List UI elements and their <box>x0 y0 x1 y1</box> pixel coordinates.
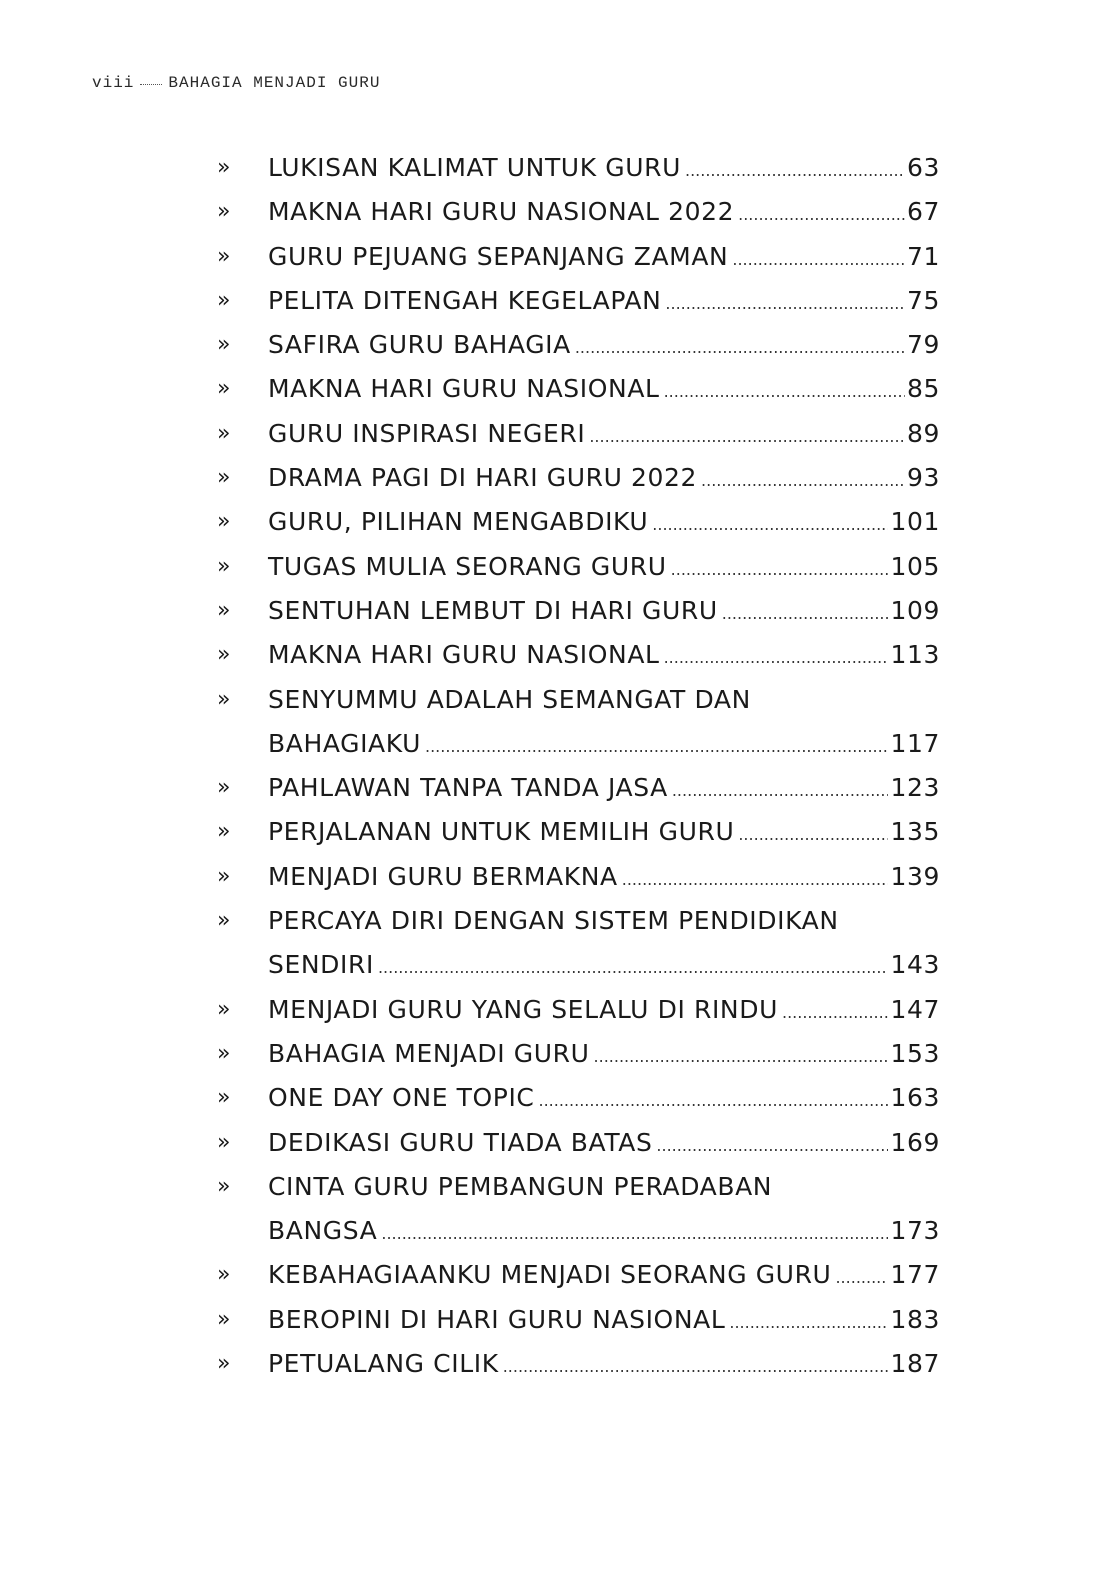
toc-line <box>0 1032 1103 1076</box>
toc-page-number: 153 <box>890 1038 940 1068</box>
toc-line-body <box>268 1121 940 1168</box>
toc-page-number: 105 <box>890 551 940 581</box>
toc-line-body <box>268 1032 940 1079</box>
toc-entry-title: ONE DAY ONE TOPIC <box>268 1083 535 1113</box>
toc-line-body <box>268 855 940 902</box>
toc-page-number: 79 <box>906 330 940 360</box>
toc-line <box>0 1121 1103 1165</box>
toc-entry <box>0 1121 1103 1165</box>
toc-line <box>0 367 1103 411</box>
toc-line-body <box>268 146 940 193</box>
dot-leader <box>381 1212 888 1256</box>
dot-leader <box>672 769 889 813</box>
toc-entry-title: SENYUMMU ADALAH SEMANGAT DAN <box>268 684 751 714</box>
bullet-icon: » <box>217 1351 232 1377</box>
toc-entry-title: GURU PEJUANG SEPANJANG ZAMAN <box>268 241 729 271</box>
toc-entry <box>0 235 1103 279</box>
toc-entry-title: BAHAGIA MENJADI GURU <box>268 1038 590 1068</box>
dot-leader <box>664 370 905 414</box>
toc-entry-title: SAFIRA GURU BAHAGIA <box>268 330 571 360</box>
toc-entry-title: MAKNA HARI GURU NASIONAL 2022 <box>268 197 735 227</box>
toc-page-number: 113 <box>890 640 940 670</box>
toc-line-body <box>268 766 940 813</box>
toc-entry-title: PETUALANG CILIK <box>268 1349 499 1379</box>
toc-entry <box>0 1032 1103 1076</box>
toc-page-number: 169 <box>890 1127 940 1157</box>
dot-leader <box>701 459 905 503</box>
toc-line <box>0 190 1103 234</box>
running-book-title: BAHAGIA MENJADI GURU <box>168 74 381 92</box>
toc-line <box>0 633 1103 677</box>
toc-line-body <box>268 190 940 237</box>
toc-entry <box>0 988 1103 1032</box>
bullet-icon: » <box>217 155 232 180</box>
toc-page-number: 183 <box>890 1304 940 1334</box>
toc-entry <box>0 190 1103 234</box>
bullet-icon: » <box>217 287 232 313</box>
toc-entry <box>0 766 1103 810</box>
toc-entry-title: MENJADI GURU BERMAKNA <box>268 861 618 891</box>
table-of-contents <box>0 146 1103 1386</box>
toc-entry <box>0 146 1103 190</box>
toc-entry-title-continued: BAHAGIAKU <box>268 728 421 758</box>
toc-entry <box>0 678 1103 767</box>
bullet-icon: » <box>217 553 232 579</box>
toc-line-continuation <box>0 722 1103 766</box>
toc-entry <box>0 1342 1103 1386</box>
toc-line <box>0 1076 1103 1120</box>
toc-entry <box>0 1165 1103 1254</box>
bullet-icon: » <box>217 1129 232 1155</box>
toc-entry <box>0 1253 1103 1297</box>
toc-line <box>0 766 1103 810</box>
toc-line-body <box>268 279 940 326</box>
toc-line <box>0 235 1103 279</box>
dot-leader <box>738 813 888 857</box>
toc-line-continuation <box>0 943 1103 987</box>
toc-line-body <box>268 678 940 722</box>
bullet-icon: » <box>217 1173 232 1199</box>
toc-line-body <box>268 943 940 990</box>
toc-page-number: 117 <box>890 728 940 758</box>
toc-line <box>0 545 1103 589</box>
toc-entry-title: DRAMA PAGI DI HARI GURU 2022 <box>268 463 698 493</box>
toc-entry-title: GURU INSPIRASI NEGERI <box>268 418 586 448</box>
toc-page-number: 163 <box>890 1083 940 1113</box>
toc-line-body <box>268 633 940 680</box>
toc-entry-title: MAKNA HARI GURU NASIONAL <box>268 640 660 670</box>
dot-leader <box>685 149 905 193</box>
toc-entry <box>0 367 1103 411</box>
toc-line-body <box>268 500 940 547</box>
toc-entry-title: LUKISAN KALIMAT UNTUK GURU <box>268 153 681 182</box>
bullet-icon: » <box>217 996 232 1022</box>
toc-line <box>0 1165 1103 1209</box>
dot-leader <box>503 1345 889 1389</box>
toc-line-body <box>268 367 940 414</box>
toc-line <box>0 500 1103 544</box>
bullet-icon: » <box>217 597 232 623</box>
toc-line <box>0 678 1103 722</box>
toc-line-body <box>268 1342 940 1389</box>
toc-entry <box>0 855 1103 899</box>
toc-entry-title: PELITA DITENGAH KEGELAPAN <box>268 285 662 315</box>
toc-page-number: 93 <box>906 463 940 493</box>
dot-leader <box>539 1079 889 1123</box>
toc-page-number: 89 <box>906 418 940 448</box>
bullet-icon: » <box>217 199 232 225</box>
toc-line-body <box>268 1076 940 1123</box>
toc-line-body <box>268 1209 940 1256</box>
toc-line <box>0 899 1103 943</box>
toc-page-number: 75 <box>906 285 940 315</box>
bullet-icon: » <box>217 775 232 801</box>
dot-leader <box>738 193 905 237</box>
bullet-icon: » <box>217 465 232 491</box>
dot-leader <box>425 725 888 769</box>
toc-entry-title: BEROPINI DI HARI GURU NASIONAL <box>268 1304 726 1334</box>
toc-line-body <box>268 323 940 370</box>
bullet-icon: » <box>217 332 232 358</box>
bullet-icon: » <box>217 1040 232 1066</box>
toc-entry <box>0 589 1103 633</box>
bullet-icon: » <box>217 908 232 934</box>
dot-leader <box>656 1124 888 1168</box>
toc-entry <box>0 899 1103 988</box>
toc-line-body <box>268 235 940 282</box>
toc-line <box>0 456 1103 500</box>
toc-page-number: 173 <box>890 1216 940 1246</box>
toc-entry-title: PERCAYA DIRI DENGAN SISTEM PENDIDIKAN <box>268 906 839 936</box>
dot-leader <box>622 858 889 902</box>
toc-page-number: 139 <box>890 861 940 891</box>
toc-line-continuation <box>0 1209 1103 1253</box>
bullet-icon: » <box>217 686 232 712</box>
bullet-icon: » <box>217 509 232 535</box>
dot-leader <box>732 238 905 282</box>
toc-page-number: 101 <box>890 507 940 537</box>
toc-line-body <box>268 722 940 769</box>
toc-entry-title: PAHLAWAN TANPA TANDA JASA <box>268 773 668 803</box>
toc-entry-title: CINTA GURU PEMBANGUN PERADABAN <box>268 1171 773 1201</box>
toc-entry-title: PERJALANAN UNTUK MEMILIH GURU <box>268 817 735 847</box>
toc-line-body <box>268 988 940 1035</box>
toc-entry-title-continued: BANGSA <box>268 1216 378 1246</box>
toc-line <box>0 412 1103 456</box>
toc-entry <box>0 1076 1103 1120</box>
dot-leader <box>665 282 905 326</box>
dot-leader <box>835 1256 888 1300</box>
dot-leader <box>722 592 889 636</box>
bullet-icon: » <box>217 243 232 269</box>
toc-entry <box>0 1298 1103 1342</box>
toc-entry <box>0 323 1103 367</box>
bullet-icon: » <box>217 1306 232 1332</box>
dot-leader <box>378 946 889 990</box>
toc-page-number: 177 <box>890 1260 940 1290</box>
toc-line-body <box>268 456 940 503</box>
bullet-icon: » <box>217 420 232 446</box>
toc-line <box>0 279 1103 323</box>
toc-page-number: 123 <box>890 773 940 803</box>
toc-page-number: 135 <box>890 817 940 847</box>
toc-page-number: 63 <box>906 153 940 182</box>
dot-leader <box>664 636 889 680</box>
bullet-icon: » <box>217 1085 232 1111</box>
toc-line <box>0 1253 1103 1297</box>
toc-line <box>0 1342 1103 1386</box>
dot-leader <box>594 1035 889 1079</box>
toc-line-body <box>268 412 940 459</box>
dot-leader <box>671 548 889 592</box>
dot-leader <box>782 991 888 1035</box>
toc-entry-title: TUGAS MULIA SEORANG GURU <box>268 551 667 581</box>
bullet-icon: » <box>217 376 232 402</box>
toc-entry <box>0 545 1103 589</box>
toc-line-body <box>268 1298 940 1345</box>
toc-line-body <box>268 899 940 943</box>
toc-entry <box>0 500 1103 544</box>
toc-line-body <box>268 1253 940 1300</box>
header-dotted-rule <box>140 84 162 85</box>
toc-entry <box>0 633 1103 677</box>
toc-entry-title-continued: SENDIRI <box>268 950 374 980</box>
toc-line-body <box>268 1165 940 1209</box>
toc-line-body <box>268 810 940 857</box>
toc-line-body <box>268 589 940 636</box>
toc-page-number: 109 <box>890 595 940 625</box>
dot-leader <box>729 1301 888 1345</box>
dot-leader <box>589 415 905 459</box>
toc-page-number: 143 <box>890 950 940 980</box>
running-header <box>92 74 380 92</box>
toc-page-number: 85 <box>906 374 940 404</box>
toc-entry-title: SENTUHAN LEMBUT DI HARI GURU <box>268 595 718 625</box>
toc-line <box>0 146 1103 190</box>
toc-line <box>0 323 1103 367</box>
toc-line <box>0 1298 1103 1342</box>
toc-entry <box>0 456 1103 500</box>
toc-line <box>0 988 1103 1032</box>
bullet-icon: » <box>217 819 232 845</box>
toc-entry-title: MAKNA HARI GURU NASIONAL <box>268 374 660 404</box>
bullet-icon: » <box>217 1262 232 1288</box>
bullet-icon: » <box>217 642 232 668</box>
toc-entry-title: KEBAHAGIAANKU MENJADI SEORANG GURU <box>268 1260 832 1290</box>
toc-page-number: 67 <box>906 197 940 227</box>
toc-page-number: 187 <box>890 1349 940 1379</box>
dot-leader <box>652 503 888 547</box>
toc-line <box>0 589 1103 633</box>
toc-page-number: 147 <box>890 994 940 1024</box>
toc-page-number: 71 <box>906 241 940 271</box>
folio-number: viii <box>92 74 135 92</box>
toc-entry <box>0 810 1103 854</box>
toc-entry-title: DEDIKASI GURU TIADA BATAS <box>268 1127 653 1157</box>
toc-entry <box>0 279 1103 323</box>
bullet-icon: » <box>217 863 232 889</box>
toc-line <box>0 810 1103 854</box>
toc-entry-title: GURU, PILIHAN MENGABDIKU <box>268 507 649 537</box>
toc-entry <box>0 412 1103 456</box>
toc-line-body <box>268 545 940 592</box>
toc-line <box>0 855 1103 899</box>
toc-entry-title: MENJADI GURU YANG SELALU DI RINDU <box>268 994 778 1024</box>
dot-leader <box>575 326 905 370</box>
